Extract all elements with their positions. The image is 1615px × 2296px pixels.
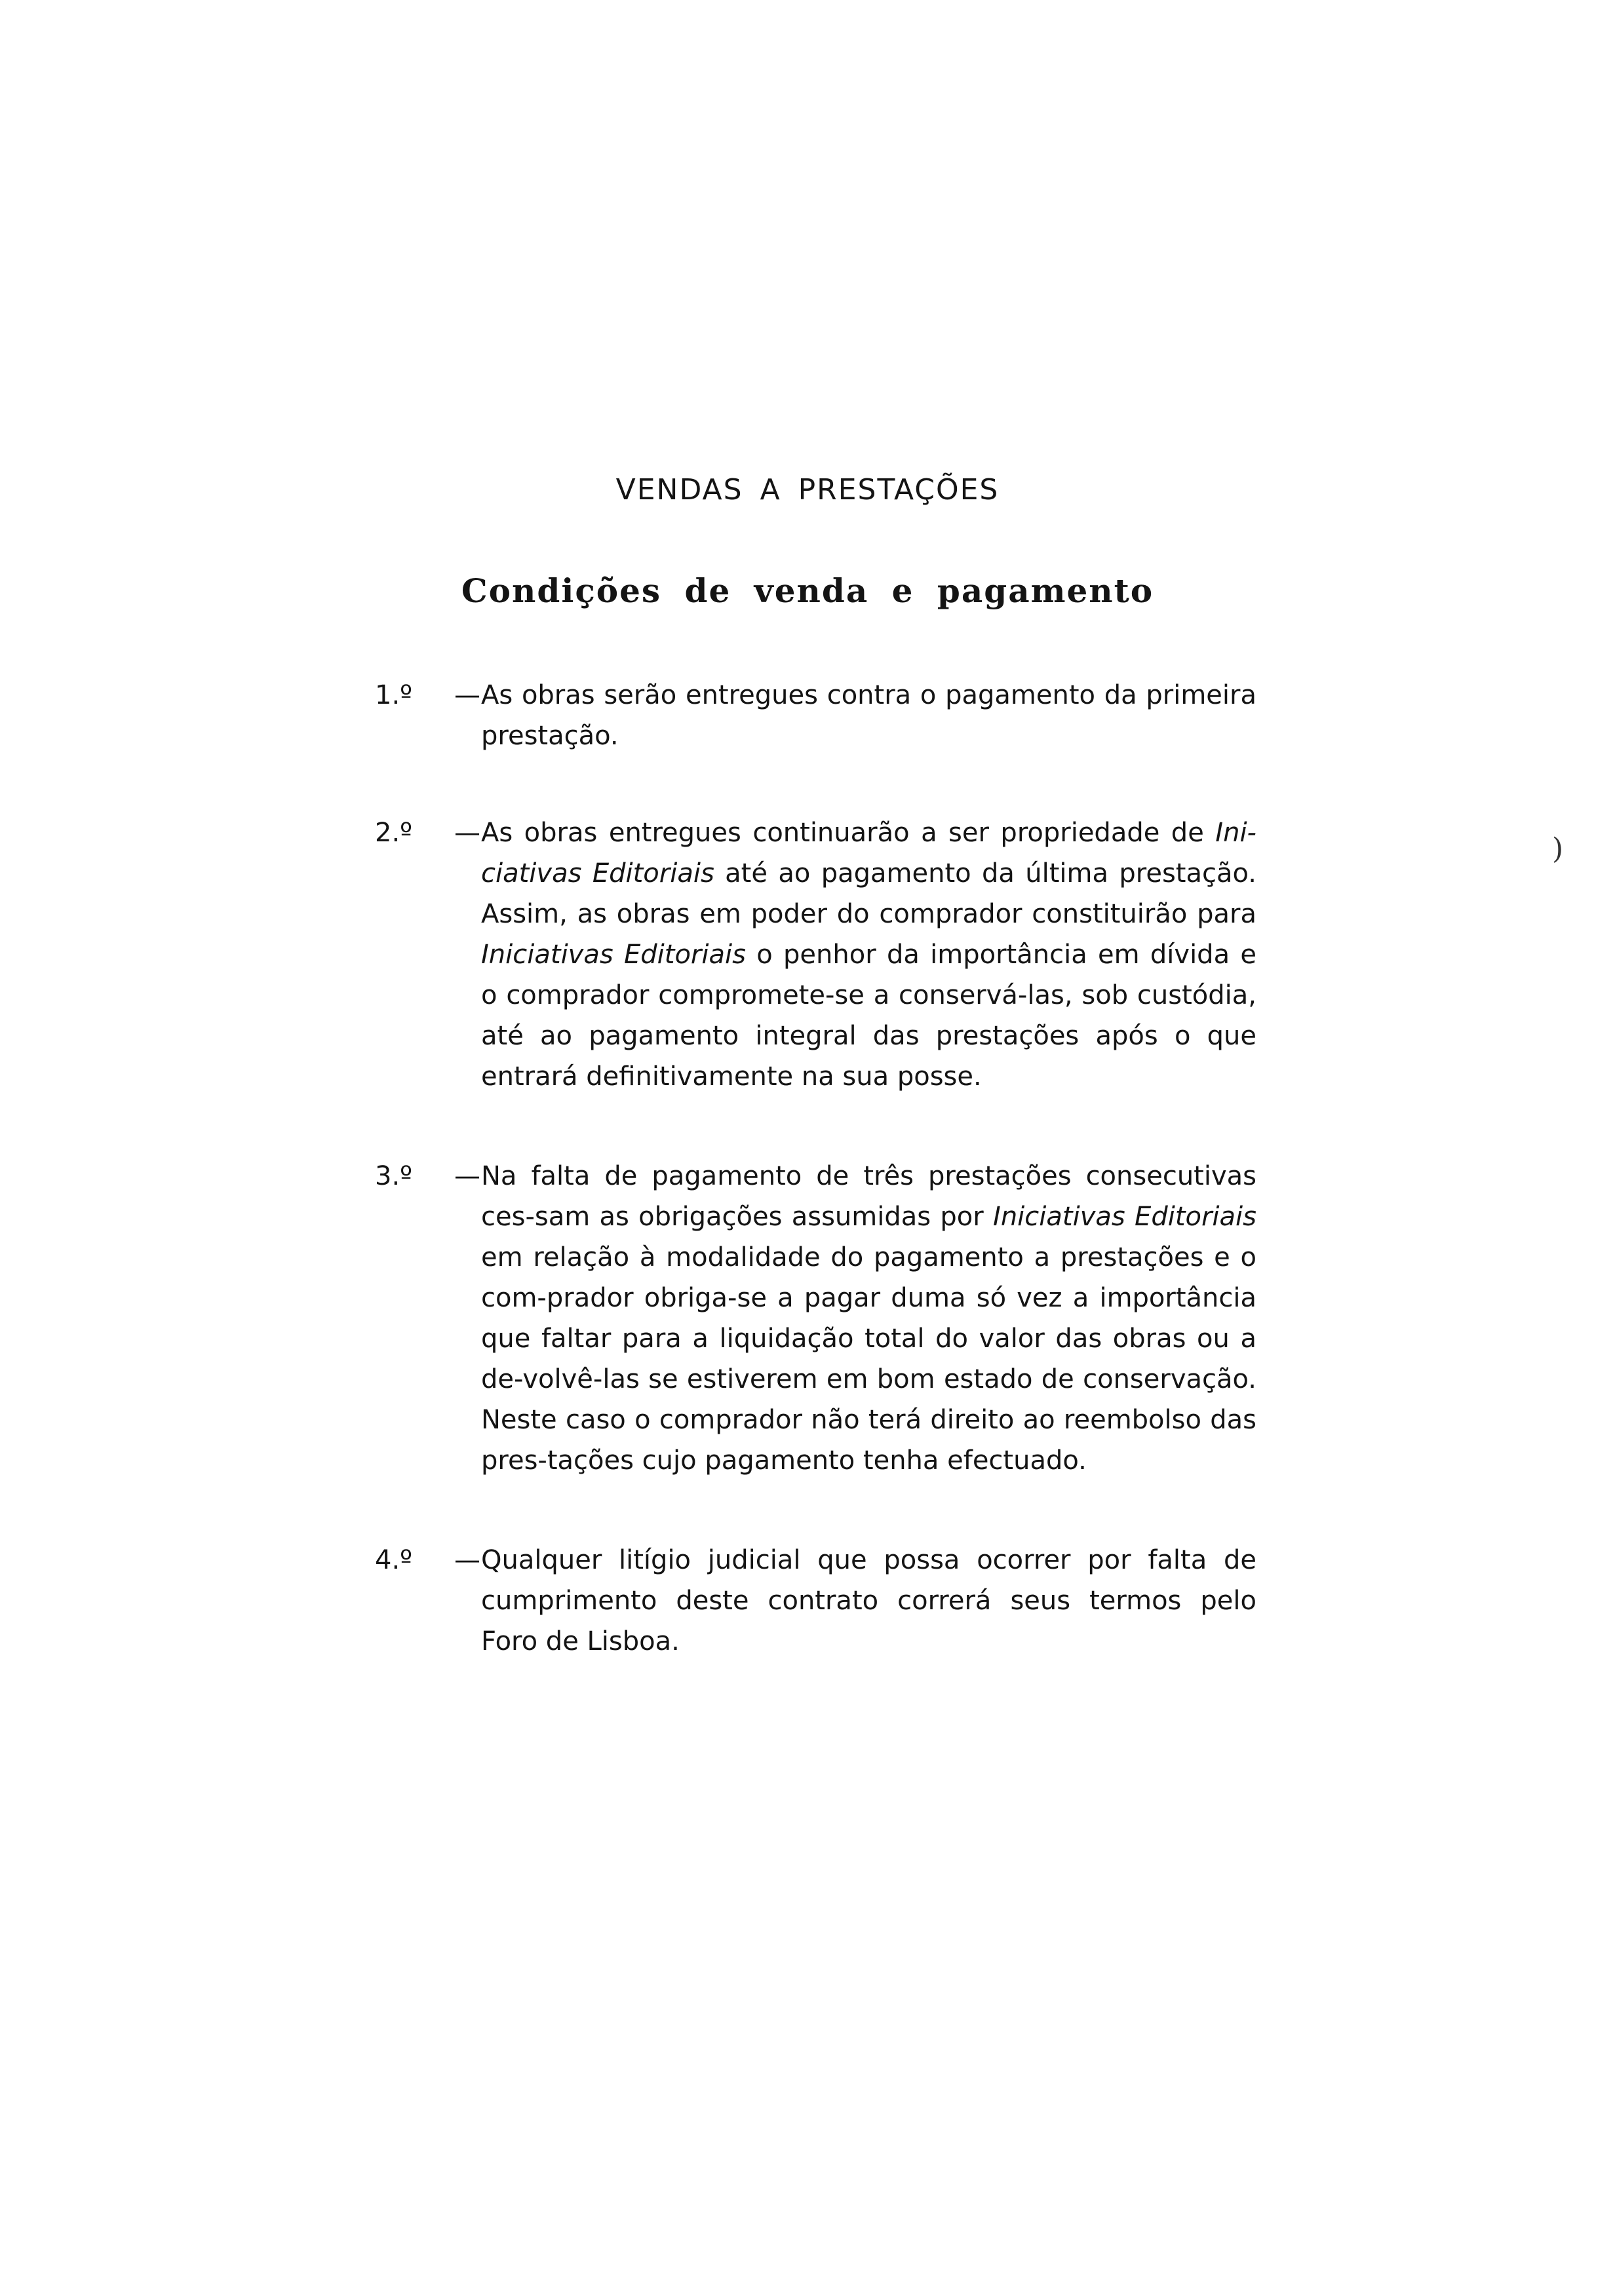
page-subtitle: Condições de venda e pagamento [461,571,1154,610]
clause-1 [375,675,1256,756]
clause-dash: — [454,1161,480,1191]
margin-mark: ) [1552,832,1564,866]
clause-dash: — [454,680,480,710]
clause-dash: — [454,818,480,848]
publisher-name: Iniciativas Editoriais [481,940,746,970]
clause-text-segment: em relação à modalidade do pagamento a prestações e o com-prador obriga-se a pagar duma só vez a importância que faltar para a liquidação total do valor das obras ou a de-volvê-las se estiverem em bom estado de conservação. Neste caso o comprador não terá direito ao reembolso das pres-tações cujo pagamento tenha efectuado. [481,1242,1256,1476]
clause-text [481,675,1256,756]
publisher-name: Ini-ciativas Editoriais [481,818,1256,889]
clause-number: 1.º [375,680,413,710]
clauses-list [375,675,1256,1662]
clause-2 [375,813,1256,1097]
clause-text-segment: As obras serão entregues contra o pagamento da primeira prestação. [481,680,1256,751]
clause-text-segment: Na falta de pagamento de três prestações consecutivas ces-sam as obrigações assumidas por [481,1161,1256,1232]
clause-text [481,1156,1256,1481]
clause-dash: — [454,1545,480,1575]
clause-text-segment: As obras entregues continuarão a ser propriedade de [481,818,1216,848]
clause-number: 3.º [375,1161,413,1191]
clause-text-segment: o penhor da importância em dívida e o comprador compromete-se a conservá-las, sob custódia, até ao pagamento integral das prestações após o que entrará definitivamente na sua posse. [481,940,1256,1092]
clause-number: 2.º [375,818,413,848]
clause-text-segment: até ao pagamento da última prestação. Assim, as obras em poder do comprador constituirão para [481,858,1256,929]
clause-4 [375,1540,1256,1662]
clause-text [481,1540,1256,1662]
clause-text-segment: Qualquer litígio judicial que possa ocorrer por falta de cumprimento deste contrato correrá seus termos pelo Foro de Lisboa. [481,1545,1256,1656]
page-title: VENDAS A PRESTAÇÕES [615,473,1000,507]
clause-number: 4.º [375,1545,413,1575]
clause-3 [375,1156,1256,1481]
clause-text [481,813,1256,1097]
publisher-name: Iniciativas Editoriais [993,1202,1257,1232]
